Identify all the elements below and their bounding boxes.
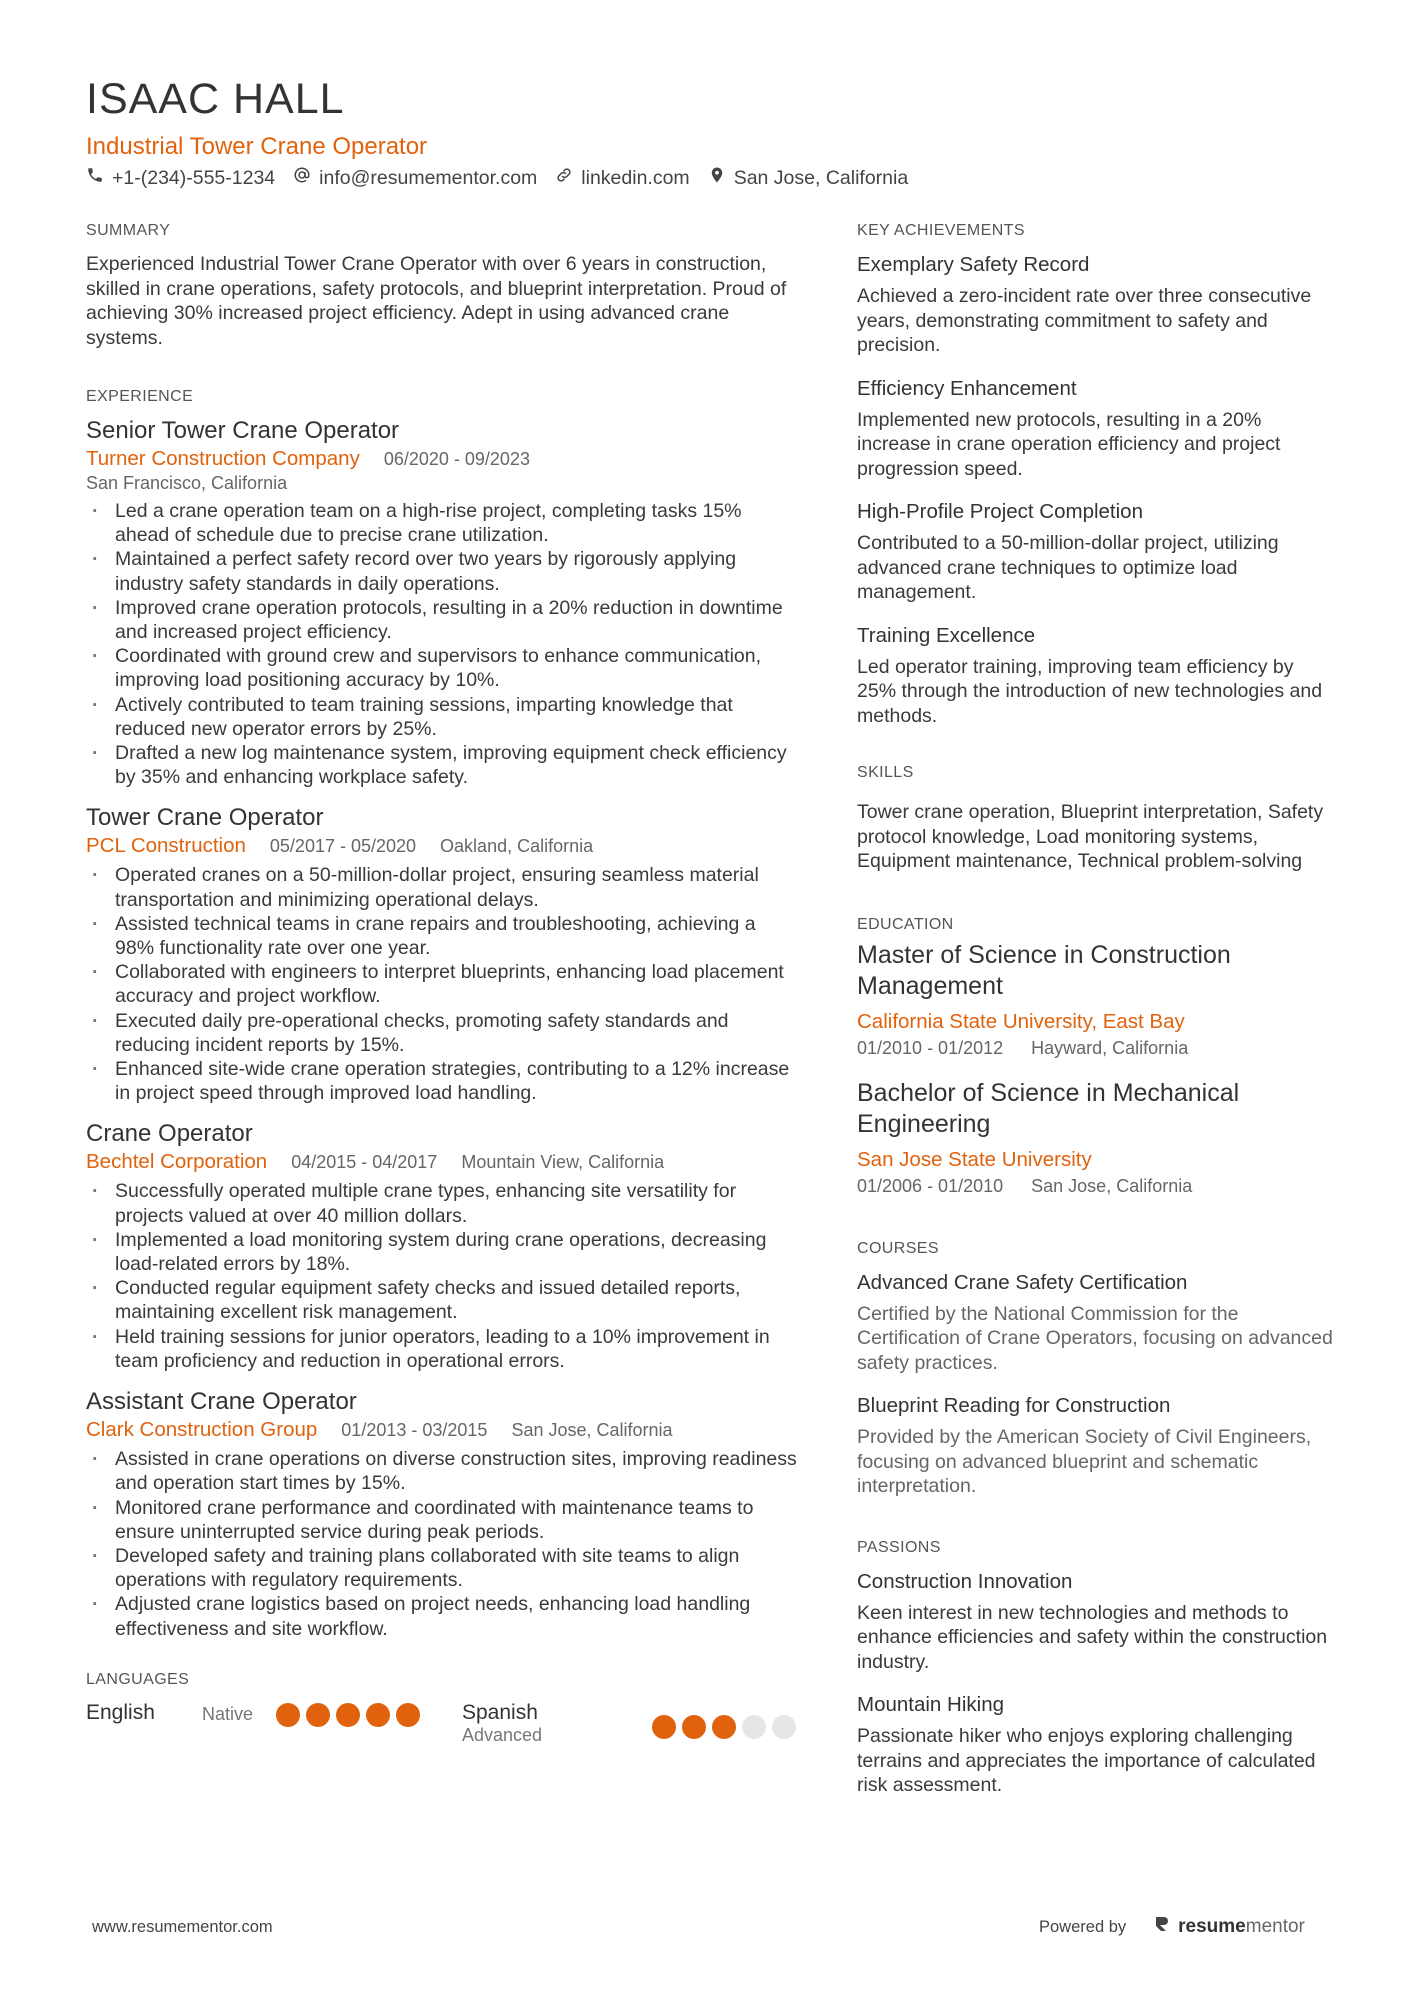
rating-dot-filled [306,1703,330,1727]
skills-text: Tower crane operation, Blueprint interpretation, Safety protocol knowledge, Load monitoring systems, Equipment maintenance, Technical problem-solving [857,801,1324,872]
powered-by-label: Powered by [1039,1917,1127,1936]
right-column [857,222,1337,1816]
achievement-title: Efficiency Enhancement [857,376,1077,400]
education-item [857,940,1337,1060]
achievement-desc: Led operator training, improving team efficiency by 25% through the introduction of new technologies and methods. [857,655,1323,727]
achievement-item [857,499,1337,605]
job-bullet: · Drafted a new log maintenance system, improving equipment check efficiency by 35% and enhancing workplace safety. [86,741,798,789]
job-dates: 04/2015 - 04/2017 [291,1152,438,1173]
rating-dot-filled [652,1715,676,1739]
summary-text: Experienced Industrial Tower Crane Operator with over 6 years in construction, skilled in crane operations, safety protocols, and blueprint interpretation. Proud of achieving 30% increased project efficiency. Adept in using advanced crane systems. [86,253,787,349]
languages-section [86,1671,798,1761]
brand-logo[interactable] [1152,1914,1305,1940]
job-entry [86,1387,798,1641]
job-bullet: · Actively contributed to team training sessions, imparting knowledge that reduced new operator errors by 25%. [86,693,798,741]
rating-dot-filled [276,1703,300,1727]
passion-item [857,1569,1337,1675]
course-item [857,1270,1337,1376]
school-name: California State University, East Bay [857,1009,1185,1033]
job-bullet: · Collaborated with engineers to interpret blueprints, enhancing load placement accuracy and project workflow. [86,960,798,1008]
passion-title: Construction Innovation [857,1569,1073,1593]
skills-section [857,764,1337,874]
passion-title: Mountain Hiking [857,1693,1004,1716]
languages-heading: LANGUAGES [86,1670,190,1688]
language-rating [652,1715,796,1739]
course-desc: Certified by the National Commission for the Certification of Crane Operators, focusing on advanced safety practices. [857,1302,1333,1374]
job-bullet: · Coordinated with ground crew and supervisors to enhance communication, improving load positioning accuracy by 10%. [86,644,798,692]
school-name: San Jose State University [857,1147,1092,1171]
job-entry [86,416,798,789]
contact-location [708,166,909,190]
achievements-section [857,222,1337,728]
courses-section [857,1240,1337,1499]
achievement-title: Exemplary Safety Record [857,253,1090,276]
footer-brand [1039,1914,1305,1940]
link-icon [555,166,573,190]
job-bullet: · Maintained a perfect safety record over two years by rigorously applying industry safety standards in daily operations. [86,547,798,595]
job-meta [86,446,798,472]
job-bullet: · Assisted in crane operations on diverse construction sites, improving readiness and operation start times by 15%. [86,1447,798,1495]
achievement-title: High-Profile Project Completion [857,500,1143,523]
rating-dot-filled [336,1703,360,1727]
rating-dot-empty [742,1715,766,1739]
job-bullet: · Developed safety and training plans collaborated with site teams to align operations with regulatory requirements. [86,1544,798,1592]
course-desc: Provided by the American Society of Civil Engineers, focusing on advanced blueprint and schematic interpretation. [857,1426,1312,1497]
passion-desc: Keen interest in new technologies and methods to enhance efficiencies and safety within the construction industry. [857,1601,1328,1673]
job-title: Tower Crane Operator [86,804,324,832]
job-bullet: · Successfully operated multiple crane types, enhancing site versatility for projects valued at over 40 million dollars. [86,1179,798,1227]
job-bullet: · Led a crane operation team on a high-rise project, completing tasks 15% ahead of schedule due to precise crane utilization. [86,499,798,547]
footer-website[interactable]: www.resumementor.com [92,1918,273,1936]
location-text: San Jose, California [733,166,909,189]
course-title: Advanced Crane Safety Certification [857,1270,1188,1294]
education-heading: EDUCATION [857,915,954,933]
job-title: Senior Tower Crane Operator [86,417,400,444]
email-text: info@resumementor.com [319,166,538,189]
achievement-item [857,376,1337,482]
job-company: Turner Construction Company [86,447,360,470]
job-meta [86,833,798,859]
job-entry [86,803,798,1105]
rating-dot-filled [712,1715,736,1739]
rating-dot-filled [396,1703,420,1727]
job-bullet: · Conducted regular equipment safety checks and issued detailed reports, maintaining excellent risk management. [86,1276,798,1324]
language-level: Advanced [462,1724,543,1745]
brand-bold: resume [1178,1916,1246,1937]
job-title: Crane Operator [86,1120,253,1148]
passion-desc: Passionate hiker who enjoys exploring challenging terrains and appreciates the importance of calculated risk assessment. [857,1725,1316,1796]
job-bullet: · Enhanced site-wide crane operation strategies, contributing to a 12% increase in project speed through improved load handling. [86,1057,798,1105]
education-dates: 01/2010 - 01/2012 [857,1037,1004,1058]
language-name: Spanish [462,1700,538,1724]
contact-bar [86,166,908,190]
job-company: Bechtel Corporation [86,1150,268,1174]
job-bullets [86,499,798,789]
location-pin-icon [708,166,726,190]
passions-section [857,1539,1337,1798]
rating-dot-empty [772,1715,796,1739]
linkedin-text: linkedin.com [581,166,690,189]
contact-email[interactable] [293,166,537,190]
rating-dot-filled [682,1715,706,1739]
experience-heading: EXPERIENCE [86,388,194,405]
summary-section [86,222,798,350]
job-dates: 06/2020 - 09/2023 [383,449,530,469]
job-company: PCL Construction [86,834,246,858]
course-title: Blueprint Reading for Construction [857,1394,1171,1417]
language-item [86,1701,155,1725]
degree-title: Bachelor of Science in Mechanical Engineering [857,1078,1240,1138]
language-item [462,1701,542,1746]
education-meta [857,1174,1337,1198]
job-bullets [86,1447,798,1641]
phone-text: +1-(234)-555-1234 [112,166,276,189]
achievement-title: Training Excellence [857,623,1036,647]
job-location: San Francisco, California [86,473,288,493]
job-dates: 01/2013 - 03/2015 [341,1420,488,1441]
job-meta [86,1149,798,1175]
language-rating [276,1703,420,1727]
education-section [857,916,1337,1198]
education-item [857,1078,1337,1198]
job-bullet: · Held training sessions for junior operators, leading to a 10% improvement in team proficiency and reduction in operational errors. [86,1325,798,1373]
contact-linkedin[interactable] [555,166,689,190]
job-company: Clark Construction Group [86,1418,318,1442]
language-level: Native [202,1703,254,1724]
brand-mark-icon [1152,1914,1172,1940]
job-meta [86,1417,798,1443]
education-location: San Jose, California [1031,1175,1193,1196]
job-location: Mountain View, California [461,1152,665,1173]
job-bullet: · Implemented a load monitoring system during crane operations, decreasing load-related errors by 18%. [86,1228,798,1276]
job-location: Oakland, California [440,836,594,857]
at-icon [293,166,311,190]
achievement-desc: Contributed to a 50-million-dollar project, utilizing advanced crane techniques to optimize load management. [857,532,1279,603]
achievement-item [857,623,1337,729]
education-meta [857,1036,1337,1060]
brand-light: mentor [1245,1916,1305,1937]
rating-dot-filled [366,1703,390,1727]
achievement-desc: Achieved a zero-incident rate over three consecutive years, demonstrating commitment to safety and precision. [857,285,1312,356]
job-entry [86,1119,798,1373]
languages-list [86,1701,798,1761]
job-bullets [86,863,798,1105]
job-bullet: · Operated cranes on a 50-million-dollar project, ensuring seamless material transportation and minimizing operational delays. [86,863,798,911]
achievement-item [857,252,1337,358]
job-bullet: · Monitored crane performance and coordinated with maintenance teams to ensure uninterrupted service during peak periods. [86,1496,798,1544]
job-title: Assistant Crane Operator [86,1388,357,1416]
phone-icon [86,166,104,190]
job-location: San Jose, California [511,1420,673,1441]
contact-phone[interactable] [86,166,275,190]
job-bullets [86,1179,798,1373]
candidate-name: ISAAC HALL [86,75,345,123]
job-bullet: · Executed daily pre-operational checks, promoting safety standards and reducing incident reports by 15%. [86,1009,798,1057]
degree-title: Master of Science in Construction Management [857,940,1231,1000]
experience-section [86,388,798,1641]
summary-heading: SUMMARY [86,222,171,239]
education-dates: 01/2006 - 01/2010 [857,1175,1004,1196]
left-column [86,222,798,1761]
job-bullet: · Adjusted crane logistics based on project needs, enhancing load handling effectiveness and site workflow. [86,1592,798,1640]
achievements-heading: KEY ACHIEVEMENTS [857,222,1025,239]
job-dates: 05/2017 - 05/2020 [269,836,417,857]
skills-heading: SKILLS [857,764,914,781]
passions-heading: PASSIONS [857,1538,941,1556]
job-bullet: · Improved crane operation protocols, resulting in a 20% reduction in downtime and increased project efficiency. [86,596,798,644]
language-name: English [86,1700,155,1724]
candidate-title: Industrial Tower Crane Operator [86,133,428,160]
courses-heading: COURSES [857,1239,939,1257]
job-bullet: · Assisted technical teams in crane repairs and troubleshooting, achieving a 98% functionality rate over one year. [86,912,798,960]
achievement-desc: Implemented new protocols, resulting in a 20% increase in crane operation efficiency and project progression speed. [857,408,1281,480]
course-item [857,1393,1337,1499]
education-location: Hayward, California [1031,1037,1189,1058]
passion-item [857,1692,1337,1798]
